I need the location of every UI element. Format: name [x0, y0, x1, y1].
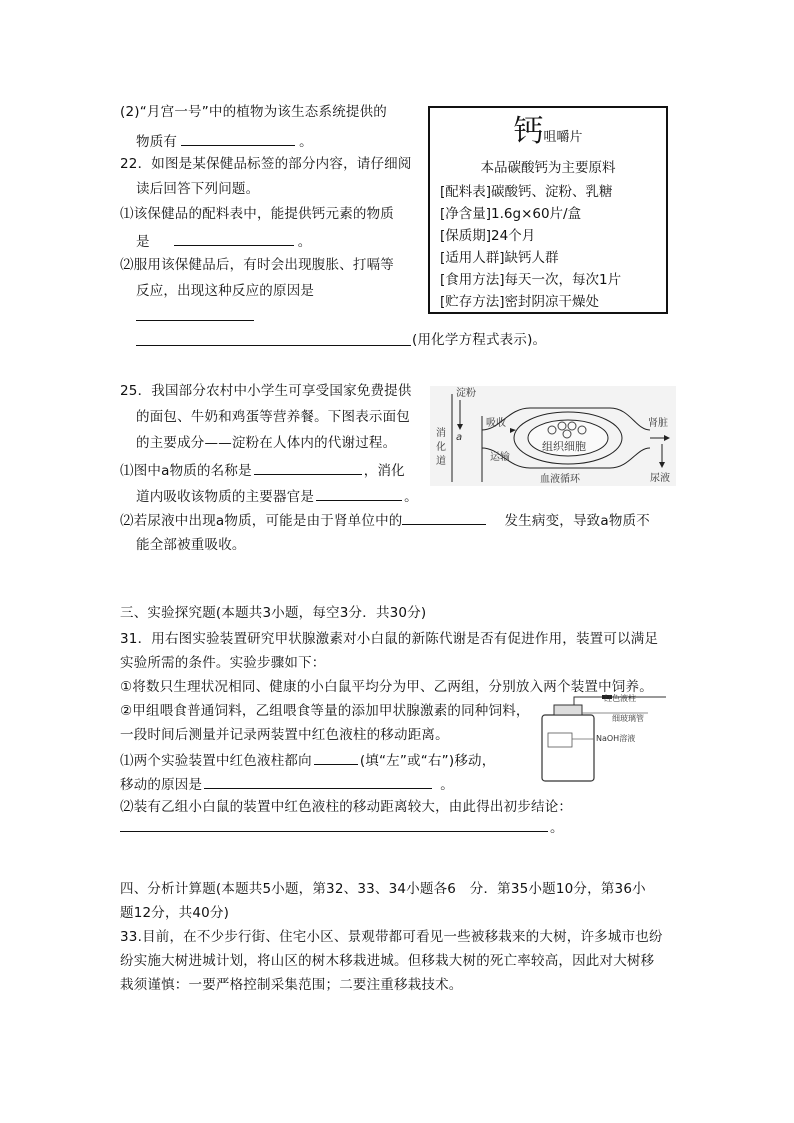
- label-row: [净含量]1.6g×60片/盒: [440, 206, 582, 222]
- digestive-tract-label-2: 化: [436, 442, 446, 453]
- section3-heading: 三、实验探究题(本题共3小题，每空3分．共30分): [120, 605, 427, 621]
- q31-step2-line2: 一段时间后测量并记录两装置中红色液柱的移动距离。: [120, 727, 449, 743]
- q31-p1-suffix: (填“左”或“右”)移动，: [359, 753, 496, 769]
- q33-line3: 栽须谨慎：一要严格控制采集范围；二要注重移栽技术。: [120, 977, 463, 993]
- substance-a-label: a: [456, 432, 463, 443]
- q25-p1-line1: [120, 460, 405, 480]
- blood-circulation-label: 血液循环: [540, 474, 580, 485]
- q25-p2-line1: [120, 510, 650, 530]
- q25-p2-answer-blank[interactable]: [402, 510, 486, 525]
- q25-line2: 的面包、牛奶和鸡蛋等营养餐。下图表示面包: [136, 409, 410, 425]
- q31-reason-blank[interactable]: [204, 774, 432, 789]
- q31-line1: 31．用右图实验装置研究甲状腺激素对小白鼠的新陈代谢是否有促进作用，装置可以满足: [120, 631, 659, 647]
- q25-p1-line2-prefix: 道内吸收该物质的主要器官是: [136, 489, 315, 505]
- q25-line1: 25．我国部分农村中小学生可享受国家免费提供: [120, 383, 412, 399]
- q25-p1-organ-blank[interactable]: [316, 486, 402, 501]
- q31-p1-line2: [120, 774, 454, 794]
- q31-step1: ①将数只生理状况相同、健康的小白鼠平均分为甲、乙两组，分别放入两个装置中饲养。: [120, 679, 653, 695]
- q22-p2-answer-line1[interactable]: [136, 320, 254, 321]
- q31-conclusion-end: 。: [550, 820, 564, 836]
- q25-p2-suffix: 发生病变，导致a物质不: [504, 513, 650, 529]
- label-title: [430, 114, 666, 150]
- q25-p2-line2: 能全部被重吸收。: [136, 537, 246, 553]
- section4-heading-line2: 题12分，共40分): [120, 905, 230, 921]
- q25-p1-answer-blank[interactable]: [254, 460, 362, 475]
- q31-line2: 实验所需的条件。实验步骤如下：: [120, 655, 326, 671]
- q22-p2-suffix: (用化学方程式表示)。: [412, 332, 547, 348]
- digestive-tract-label-1: 消: [436, 428, 446, 439]
- label-row: [食用方法]每天一次，每次1片: [440, 272, 622, 288]
- label-subtitle: 本品碳酸钙为主要原料: [480, 160, 616, 176]
- label-row: [保质期]24个月: [440, 228, 536, 244]
- tube-label: 细玻璃管: [612, 714, 644, 723]
- q31-conclusion-line[interactable]: [120, 831, 548, 832]
- q22-p2-line2: 反应，出现这种反应的原因是: [136, 283, 315, 299]
- q25-p2-prefix: ⑵若尿液中出现a物质，可能是由于肾单位中的: [120, 513, 403, 529]
- q31-p1-line1: [120, 750, 495, 770]
- label-title-small: 咀嚼片: [543, 130, 583, 145]
- q31-reason-prefix: 移动的原因是: [120, 777, 203, 793]
- starch-label: 淀粉: [456, 388, 476, 399]
- digestive-tract-label-3: 道: [436, 456, 446, 467]
- label-row: [适用人群]缺钙人群: [440, 250, 559, 266]
- q22-p1-answer-blank[interactable]: [174, 231, 294, 246]
- q33-line2: 纷实施大树进城计划，将山区的树木移栽进城。但移栽大树的死亡率较高，因此对大树移: [120, 953, 655, 969]
- q22-p1-line1: ⑴该保健品的配料表中，能提供钙元素的物质: [120, 206, 394, 222]
- q22-p1-suffix: 。: [297, 234, 312, 250]
- kidney-label: 肾脏: [648, 418, 668, 429]
- q22-p1-prefix: 是: [136, 234, 150, 250]
- q25-p1-suffix: ，消化: [363, 463, 405, 479]
- label-row: [贮存方法]密封阴凉干燥处: [440, 294, 600, 310]
- label-title-big: 钙: [513, 114, 544, 149]
- red-column-label: 红色液柱: [604, 694, 636, 703]
- q25-p1-prefix: ⑴图中a物质的名称是: [120, 463, 252, 479]
- q22-p2-answer-line2[interactable]: [136, 345, 411, 346]
- q21-suffix: 。: [299, 134, 313, 150]
- q33-line1: 33.目前，在不少步行街、住宅小区、景观带都可看见一些被移栽来的大树，许多城市也纷: [120, 929, 663, 945]
- q31-step2: ②甲组喂食普通饲料，乙组喂食等量的添加甲状腺激素的同种饲料，: [120, 703, 530, 719]
- supplement-label: [428, 106, 668, 314]
- absorb-label: 吸收: [486, 418, 506, 429]
- tissue-cell-label: 组织细胞: [542, 440, 586, 453]
- q31-p1-prefix: ⑴两个实验装置中红色液柱都向: [120, 753, 312, 769]
- q21-answer-blank[interactable]: [181, 131, 295, 146]
- experiment-bottle-diagram: [538, 693, 668, 785]
- q21-part2-line1: (2)“月宫一号”中的植物为该生态系统提供的: [120, 104, 388, 120]
- q25-line3: 的主要成分——淀粉在人体内的代谢过程。: [136, 435, 397, 451]
- q22-line1: 22．如图是某保健品标签的部分内容，请仔细阅: [120, 156, 412, 172]
- q22-p2-line1: ⑵服用该保健品后，有时会出现腹胀、打嗝等: [120, 257, 394, 273]
- q31-direction-blank[interactable]: [314, 750, 358, 765]
- q22-p1-line2: [136, 231, 311, 251]
- q31-reason-suffix: 。: [440, 777, 454, 793]
- transport-label: 运输: [490, 452, 510, 463]
- q31-p2: ⑵装有乙组小白鼠的装置中红色液柱的移动距离较大，由此得出初步结论：: [120, 799, 573, 815]
- q22-line2: 读后回答下列问题。: [136, 181, 260, 197]
- urine-label: 尿液: [650, 473, 670, 484]
- q21-part2-line2: [136, 131, 313, 151]
- q25-p1-line2: [136, 486, 418, 506]
- q21-prefix: 物质有: [136, 134, 178, 150]
- label-row: [配料表]碳酸钙、淀粉、乳糖: [440, 184, 613, 200]
- section4-heading-line1: 四、分析计算题(本题共5小题，第32、33、34小题各6 分．第35小题10分，第36小: [120, 881, 646, 897]
- starch-metabolism-diagram: [430, 386, 676, 486]
- q25-p1-line2-suffix: 。: [404, 489, 418, 505]
- naoh-label: NaOH溶液: [596, 734, 636, 743]
